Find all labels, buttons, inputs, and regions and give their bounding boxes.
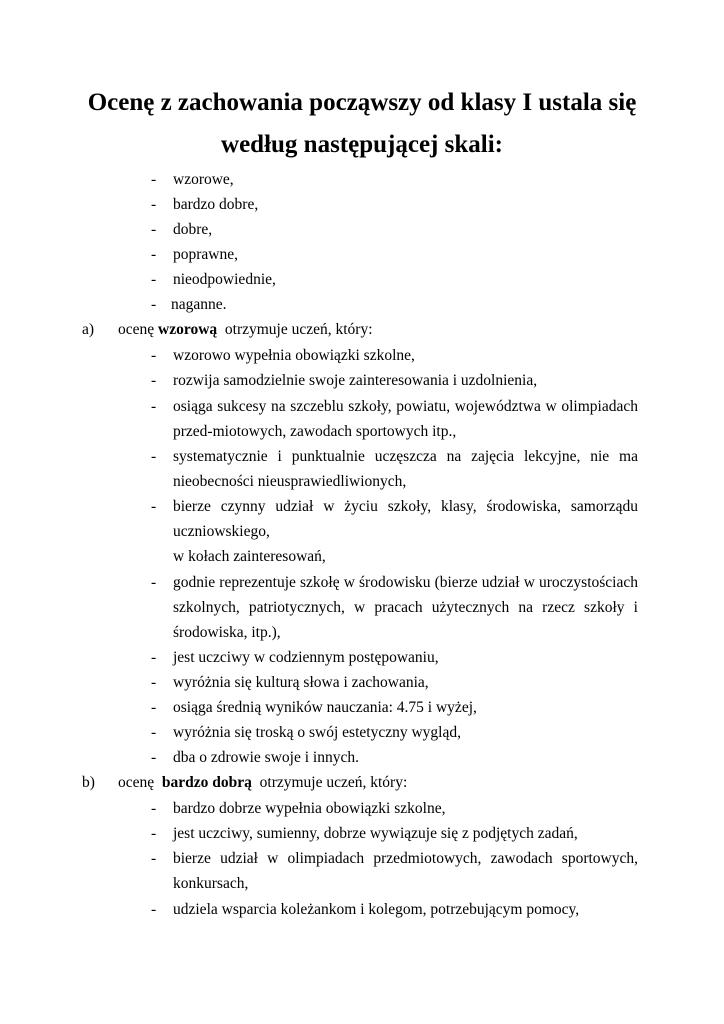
scale-item: wzorowe, [173, 171, 234, 188]
criterion-item-continuation: konkursach, [173, 875, 249, 892]
criterion-item: jest uczciwy w codziennym postępowaniu, [173, 649, 439, 666]
criterion-item-continuation: środowiska, itp.), [173, 624, 281, 641]
criterion-item-continuation: nieobecności nieusprawiedliwionych, [173, 473, 407, 490]
list-dash: - [151, 498, 157, 515]
criterion-item: dba o zdrowie swoje i innych. [173, 749, 359, 766]
list-dash: - [151, 649, 157, 666]
list-dash: - [151, 674, 157, 691]
page-title-line-2: według następującej skali: [221, 131, 503, 158]
list-dash: - [151, 574, 157, 591]
list-dash: - [151, 171, 157, 188]
criterion-item-continuation: uczniowskiego, [173, 523, 270, 540]
list-dash: - [151, 246, 157, 263]
intro-before: ocenę [118, 321, 155, 338]
intro-after: otrzymuje uczeń, który: [259, 774, 408, 791]
list-dash: - [151, 347, 157, 364]
section-b-marker: b) [82, 774, 95, 791]
section-a-marker: a) [82, 321, 95, 338]
scale-item: bardzo dobre, [173, 196, 259, 213]
criterion-item: wyróżnia się kulturą słowa i zachowania, [173, 674, 429, 691]
criterion-item-continuation: przed-miotowych, zawodach sportowych itp., [173, 423, 457, 440]
criterion-item-continuation: szkolnych, patriotycznych, w pracach użytecznych na rzecz szkoły i [173, 599, 638, 616]
criterion-item: wzorowo wypełnia obowiązki szkolne, [173, 347, 415, 364]
intro-before: ocenę [118, 774, 155, 791]
criterion-item-continuation: w kołach zainteresowań, [173, 548, 326, 565]
list-dash: - [151, 398, 157, 415]
list-dash: - [151, 825, 157, 842]
list-dash: - [151, 800, 157, 817]
criterion-item: udziela wsparcia koleżankom i kolegom, potrzebującym pomocy, [173, 901, 580, 918]
section-b-intro [118, 773, 407, 793]
criterion-item: jest uczciwy, sumienny, dobrze wywiązuje się z podjętych zadań, [173, 825, 578, 842]
list-dash: - [151, 901, 157, 918]
criterion-item: bardzo dobrze wypełnia obowiązki szkolne, [173, 800, 446, 817]
grade-label: wzorową [158, 321, 218, 338]
criterion-item: bierze czynny udział w życiu szkoły, klasy, środowiska, samorządu [173, 498, 638, 515]
criterion-item: osiąga sukcesy na szczeblu szkoły, powiatu, województwa w olimpiadach [173, 398, 638, 415]
list-dash: - [151, 271, 157, 288]
list-dash: - [151, 699, 157, 716]
criterion-item: godnie reprezentuje szkołę w środowisku (bierze udział w uroczystościach [173, 574, 638, 591]
criterion-item: rozwija samodzielnie swoje zainteresowania i uzdolnienia, [173, 372, 538, 389]
list-dash: - [151, 850, 157, 867]
scale-item: naganne. [171, 296, 227, 313]
section-a-intro [118, 320, 373, 340]
scale-item: dobre, [173, 221, 213, 238]
grade-label: bardzo dobrą [161, 774, 252, 791]
criterion-item: osiąga średnią wyników nauczania: 4.75 i wyżej, [173, 699, 477, 716]
criterion-item: wyróżnia się troską o swój estetyczny wygląd, [173, 724, 461, 741]
intro-after: otrzymuje uczeń, który: [224, 321, 373, 338]
list-dash: - [151, 749, 157, 766]
list-dash: - [151, 724, 157, 741]
criterion-item: systematycznie i punktualnie uczęszcza na zajęcia lekcyjne, nie ma [173, 448, 638, 465]
list-dash: - [151, 196, 157, 213]
list-dash: - [151, 448, 157, 465]
scale-item: nieodpowiednie, [173, 271, 276, 288]
list-dash: - [151, 296, 157, 313]
scale-item: poprawne, [173, 246, 238, 263]
criterion-item: bierze udział w olimpiadach przedmiotowych, zawodach sportowych, [173, 850, 638, 867]
page-title-line-1: Ocenę z zachowania począwszy od klasy I ustala się [87, 89, 637, 116]
list-dash: - [151, 221, 157, 238]
list-dash: - [151, 372, 157, 389]
